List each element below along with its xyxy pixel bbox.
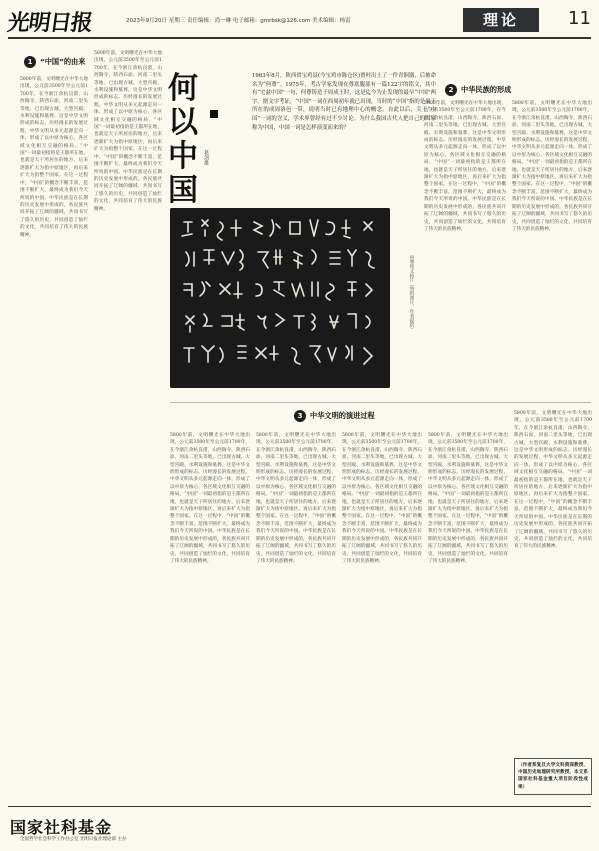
image-caption: 何尊铭文拓片（资料图片，作者提供） bbox=[409, 255, 414, 332]
section-divider bbox=[170, 402, 591, 403]
body-column-5: 5800年前，文明曙光在中华大地出现，公元前3500年至公元前1700年，在今浙江余杭良渚，山西陶寺，陕西石峁，河南二里头等地，已出现古城、大型宫殿、水利设施和墓葬，这是中华文明形成的标志。历经漫长的发展过程，中华文明从多元起源走向一体，形成了以中原为核心、各区域文化相互交融的格局。“中国”一词最初指的是王都所在地，也就是天子所居住的地方，后来逐渐扩大为指中原地区，再后来扩大为指整个国家。在这一过程中，“中国”的概念不断丰富，范围不断扩大，最终成为我们今天所说的中国。中华民族是在长期的历史发展中形成的，各民族共同开拓了辽阔的疆域，共同书写了悠久的历史，共同创造了灿烂的文化，共同培育了伟大的民族精神。 bbox=[170, 433, 250, 564]
body-column-9: 5800年前，文明曙光在中华大地出现，公元前3500年至公元前1700年，在今浙江余杭良渚，山西陶寺，陕西石峁，河南二里头等地，已出现古城、大型宫殿、水利设施和墓葬，这是中华文明形成的标志。历经漫长的发展过程，中华文明从多元起源走向一体，形成了以中原为核心、各区域文化相互交融的格局。“中国”一词最初指的是王都所在地，也就是天子所居住的地方，后来逐渐扩大为指中原地区，再后来扩大为指整个国家。在这一过程中，“中国”的概念不断丰富，范围不断扩大，最终成为我们今天所说的中国。中华民族是在长期的历史发展中形成的，各民族共同开拓了辽阔的疆域，共同书写了悠久的历史，共同创造了灿烂的文化，共同培育了伟大的民族精神。 bbox=[514, 411, 592, 550]
article-title: 何以中国 bbox=[168, 71, 198, 208]
body-column-2: 5800年前，文明曙光在中华大地出现，公元前3500年至公元前1700年，在今浙江余杭良渚，山西陶寺，陕西石峁，河南二里头等地，已出现古城、大型宫殿、水利设施和墓葬，这是中华文明形成的标志。历经漫长的发展过程，中华文明从多元起源走向一体，形成了以中原为核心、各区域文化相互交融的格局。“中国”一词最初指的是王都所在地，也就是天子所居住的地方，后来逐渐扩大为指中原地区，再后来扩大为指整个国家。在这一过程中，“中国”的概念不断丰富，范围不断扩大，最终成为我们今天所说的中国。中华民族是在长期的历史发展中形成的，各民族共同开拓了辽阔的疆域，共同书写了悠久的历史，共同创造了灿烂的文化，共同培育了伟大的民族精神。 bbox=[94, 51, 162, 212]
body-column-1: 5800年前，文明曙光在中华大地出现，公元前3500年至公元前1700年，在今浙江余杭良渚，山西陶寺，陕西石峁，河南二里头等地，已出现古城、大型宫殿、水利设施和墓葬，这是中华文明形成的标志。历经漫长的发展过程，中华文明从多元起源走向一体，形成了以中原为核心、各区域文化相互交融的格局。“中国”一词最初指的是王都所在地，也就是天子所居住的地方，后来逐渐扩大为指中原地区，再后来扩大为指整个国家。在这一过程中，“中国”的概念不断丰富，范围不断扩大，最终成为我们今天所说的中国。中华民族是在长期的历史发展中形成的，各民族共同开拓了辽阔的疆域，共同书写了悠久的历史，共同创造了灿烂的文化，共同培育了伟大的民族精神。 bbox=[20, 77, 88, 238]
section-title: 中华民族的形成 bbox=[461, 85, 512, 94]
newspaper-logo: 光明日报 bbox=[5, 10, 94, 36]
section-label: 理论 bbox=[463, 8, 539, 32]
section-number-icon: 1 bbox=[24, 56, 36, 68]
masthead bbox=[5, 6, 591, 36]
body-column-6: 5800年前，文明曙光在中华大地出现，公元前3500年至公元前1700年，在今浙江余杭良渚，山西陶寺，陕西石峁，河南二里头等地，已出现古城、大型宫殿、水利设施和墓葬，这是中华文明形成的标志。历经漫长的发展过程，中华文明从多元起源走向一体，形成了以中原为核心、各区域文化相互交融的格局。“中国”一词最初指的是王都所在地，也就是天子所居住的地方，后来逐渐扩大为指中原地区，再后来扩大为指整个国家。在这一过程中，“中国”的概念不断丰富，范围不断扩大，最终成为我们今天所说的中国。中华民族是在长期的历史发展中形成的，各民族共同开拓了辽阔的疆域，共同书写了悠久的历史，共同创造了灿烂的文化，共同培育了伟大的民族精神。 bbox=[256, 433, 336, 564]
page-number: 11 bbox=[568, 8, 591, 29]
fund-logo: 国家社科基金 bbox=[10, 818, 113, 837]
section-heading-3 bbox=[294, 410, 375, 422]
body-column-8: 5800年前，文明曙光在中华大地出现，公元前3500年至公元前1700年，在今浙江余杭良渚，山西陶寺，陕西石峁，河南二里头等地，已出现古城、大型宫殿、水利设施和墓葬，这是中华文明形成的标志。历经漫长的发展过程，中华文明从多元起源走向一体，形成了以中原为核心、各区域文化相互交融的格局。“中国”一词最初指的是王都所在地，也就是天子所居住的地方，后来逐渐扩大为指中原地区，再后来扩大为指整个国家。在这一过程中，“中国”的概念不断丰富，范围不断扩大，最终成为我们今天所说的中国。中华民族是在长期的历史发展中形成的，各民族共同开拓了辽阔的疆域，共同书写了悠久的历史，共同创造了灿烂的文化，共同培育了伟大的民族精神。 bbox=[428, 433, 508, 564]
body-column-4: 5800年前，文明曙光在中华大地出现，公元前3500年至公元前1700年，在今浙江余杭良渚，山西陶寺，陕西石峁，河南二里头等地，已出现古城、大型宫殿、水利设施和墓葬，这是中华文明形成的标志。历经漫长的发展过程，中华文明从多元起源走向一体，形成了以中原为核心、各区域文化相互交融的格局。“中国”一词最初指的是王都所在地，也就是天子所居住的地方，后来逐渐扩大为指中原地区，再后来扩大为指整个国家。在这一过程中，“中国”的概念不断丰富，范围不断扩大，最终成为我们今天所说的中国。中华民族是在长期的历史发展中形成的，各民族共同开拓了辽阔的疆域，共同书写了悠久的历史，共同创造了灿烂的文化，共同培育了伟大的民族精神。 bbox=[512, 101, 592, 232]
author-marker bbox=[210, 110, 218, 118]
inscription-rubbing-image bbox=[170, 208, 390, 388]
author-note: （作者系复旦大学文科资深教授、中国历史地理研究所教授，本文系国家社科基金重大项目阶段性成果） bbox=[514, 758, 592, 795]
section-heading-2 bbox=[445, 84, 511, 96]
bottom-rule bbox=[8, 806, 591, 807]
fund-sponsors: 全国哲学社会科学工作办公室 光明日报社理论部 主办 bbox=[20, 837, 127, 842]
rubbing-glyphs-icon bbox=[170, 208, 390, 388]
body-column-3: 5800年前，文明曙光在中华大地出现，公元前3500年至公元前1700年，在今浙江余杭良渚，山西陶寺，陕西石峁，河南二里头等地，已出现古城、大型宫殿、水利设施和墓葬，这是中华文明形成的标志。历经漫长的发展过程，中华文明从多元起源走向一体，形成了以中原为核心、各区域文化相互交融的格局。“中国”一词最初指的是王都所在地，也就是天子所居住的地方，后来逐渐扩大为指中原地区，再后来扩大为指整个国家。在这一过程中，“中国”的概念不断丰富，范围不断扩大，最终成为我们今天所说的中国。中华民族是在长期的历史发展中形成的，各民族共同开拓了辽阔的疆域，共同书写了悠久的历史，共同创造了灿烂的文化，共同培育了伟大的民族精神。 bbox=[424, 101, 506, 232]
article-author: 葛剑雄 bbox=[203, 150, 209, 165]
top-rule bbox=[8, 37, 591, 39]
section-heading-1 bbox=[24, 56, 85, 68]
article-intro: 1963年8月，陕西省宝鸡县(今宝鸡市陈仓区)贾村出土了一件青铜器，后被命名为“何尊”。1975年，考古学家发现在尊底腹部有一篇122字的铭文，其中有“宅兹中国”一句，何尊铸造于周成王时，这是迄今为止发现的最早“中国”两字。据文字考证，“中国”一词在西周初年就已出现，当时的“中国”指的是周王所在的成周洛邑一带，说明当时已有地理中心的概念。自此以后，关于“中国”一词的含义，学术界曾经有过不少讨论。为什么我国古代人把自己的国家称为中国，中国一词是怎样演变而来的？ bbox=[252, 73, 436, 131]
issue-meta: 2023年9月20日 星期三 责任编辑：尚一琳 电子邮箱：gmrbsk@126.com 美术编辑：杨雷 bbox=[126, 18, 351, 24]
section-number-icon: 2 bbox=[445, 84, 457, 96]
body-column-7: 5800年前，文明曙光在中华大地出现，公元前3500年至公元前1700年，在今浙江余杭良渚，山西陶寺，陕西石峁，河南二里头等地，已出现古城、大型宫殿、水利设施和墓葬，这是中华文明形成的标志。历经漫长的发展过程，中华文明从多元起源走向一体，形成了以中原为核心、各区域文化相互交融的格局。“中国”一词最初指的是王都所在地，也就是天子所居住的地方，后来逐渐扩大为指中原地区，再后来扩大为指整个国家。在这一过程中，“中国”的概念不断丰富，范围不断扩大，最终成为我们今天所说的中国。中华民族是在长期的历史发展中形成的，各民族共同开拓了辽阔的疆域，共同书写了悠久的历史，共同创造了灿烂的文化，共同培育了伟大的民族精神。 bbox=[342, 433, 422, 564]
section-title: “中国”的由来 bbox=[40, 57, 86, 66]
section-number-icon: 3 bbox=[294, 410, 306, 422]
section-title: 中华文明的演进过程 bbox=[310, 411, 375, 420]
